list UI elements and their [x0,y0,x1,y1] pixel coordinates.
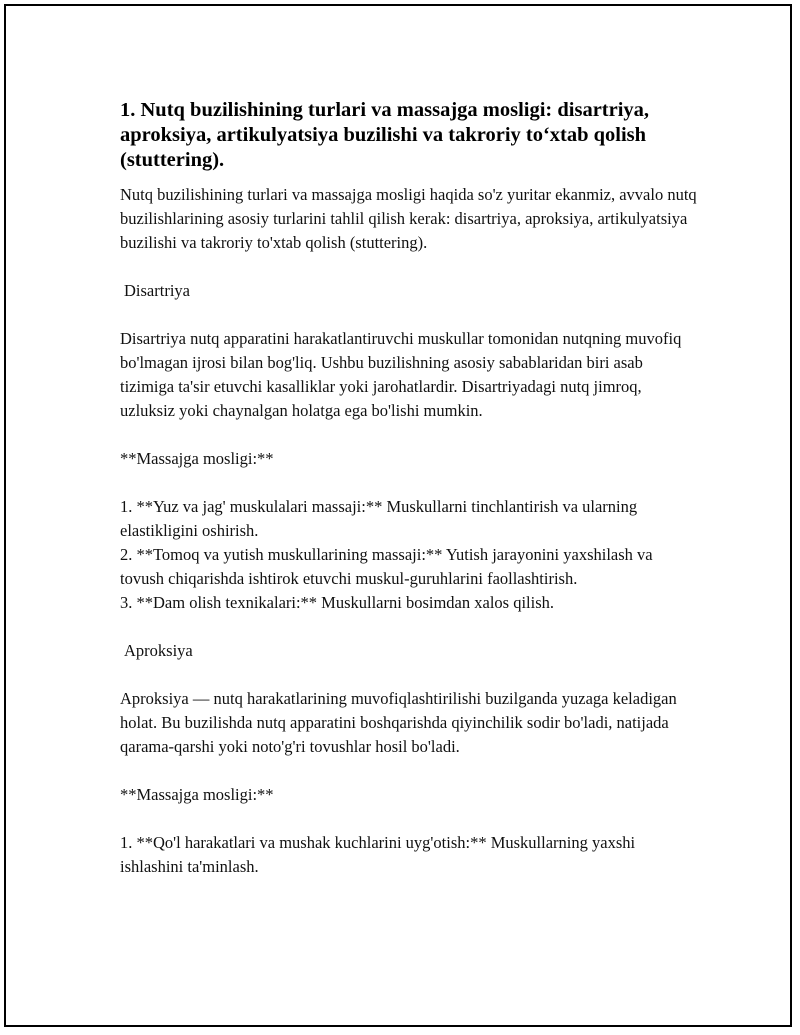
list-item: 3. **Dam olish texnikalari:** Muskullarni bosimdan xalos qilish. [120,593,555,612]
massage-label-disartriya: **Massajga mosligi:** [120,449,274,468]
list-item: 2. **Tomoq va yutish muskullarining massaji:** Yutish jarayonini yaxshilash va tovush chiqarishda ishtirok etuvchi muskul-guruhlarini faollashtirish. [120,545,653,588]
list-item: 1. **Qo'l harakatlari va mushak kuchlarini uyg'otish:** Muskullarning yaxshi ishlashini ta'minlash. [120,833,636,876]
section-body-disartriya: Disartriya nutq apparatini harakatlantiruvchi muskullar tomonidan nutqning muvofiq bo'lmagan ijrosi bilan bog'liq. Ushbu buzilishning asosiy sabablaridan biri asab tizimiga ta'sir etuvchi kasalliklar yoki jarohatlardir. Disartriyadagi nutq jimroq, uzluksiz yoki chaynalgan holatga ega bo'lishi mumkin. [120,329,682,420]
intro-paragraph: Nutq buzilishining turlari va massajga mosligi haqida so'z yuritar ekanmiz, avvalo nutq buzilishlarining asosiy turlarini tahlil qilish kerak: disartriya, aproksiya, artikulyatsiya buzilishi va takroriy to'xtab qolish (stuttering). [120,185,697,252]
section-heading-disartriya: Disartriya [124,281,190,300]
massage-list-disartriya [120,495,700,615]
section-body-aproksiya: Aproksiya — nutq harakatlarining muvofiqlashtirilishi buzilganda yuzaga keladigan holat. Bu buzilishda nutq apparatini boshqarishda qiyinchilik sodir bo'ladi, natijada qarama-qarshi yoki noto'g'ri tovushlar hosil bo'ladi. [120,689,677,756]
massage-label-aproksiya: **Massajga mosligi:** [120,785,274,804]
document-title: 1. Nutq buzilishining turlari va massajga mosligi: disartriya, aproksiya, artikulyatsiya buzilishi va takroriy to‘xtab qolish (stuttering). [120,99,650,171]
document-content [120,98,700,903]
document-page [4,4,792,1027]
massage-list-aproksiya [120,831,700,879]
section-heading-aproksiya: Aproksiya [124,641,193,660]
list-item: 1. **Yuz va jag' muskulalari massaji:** Muskullarni tinchlantirish va ularning elastikligini oshirish. [120,497,638,540]
